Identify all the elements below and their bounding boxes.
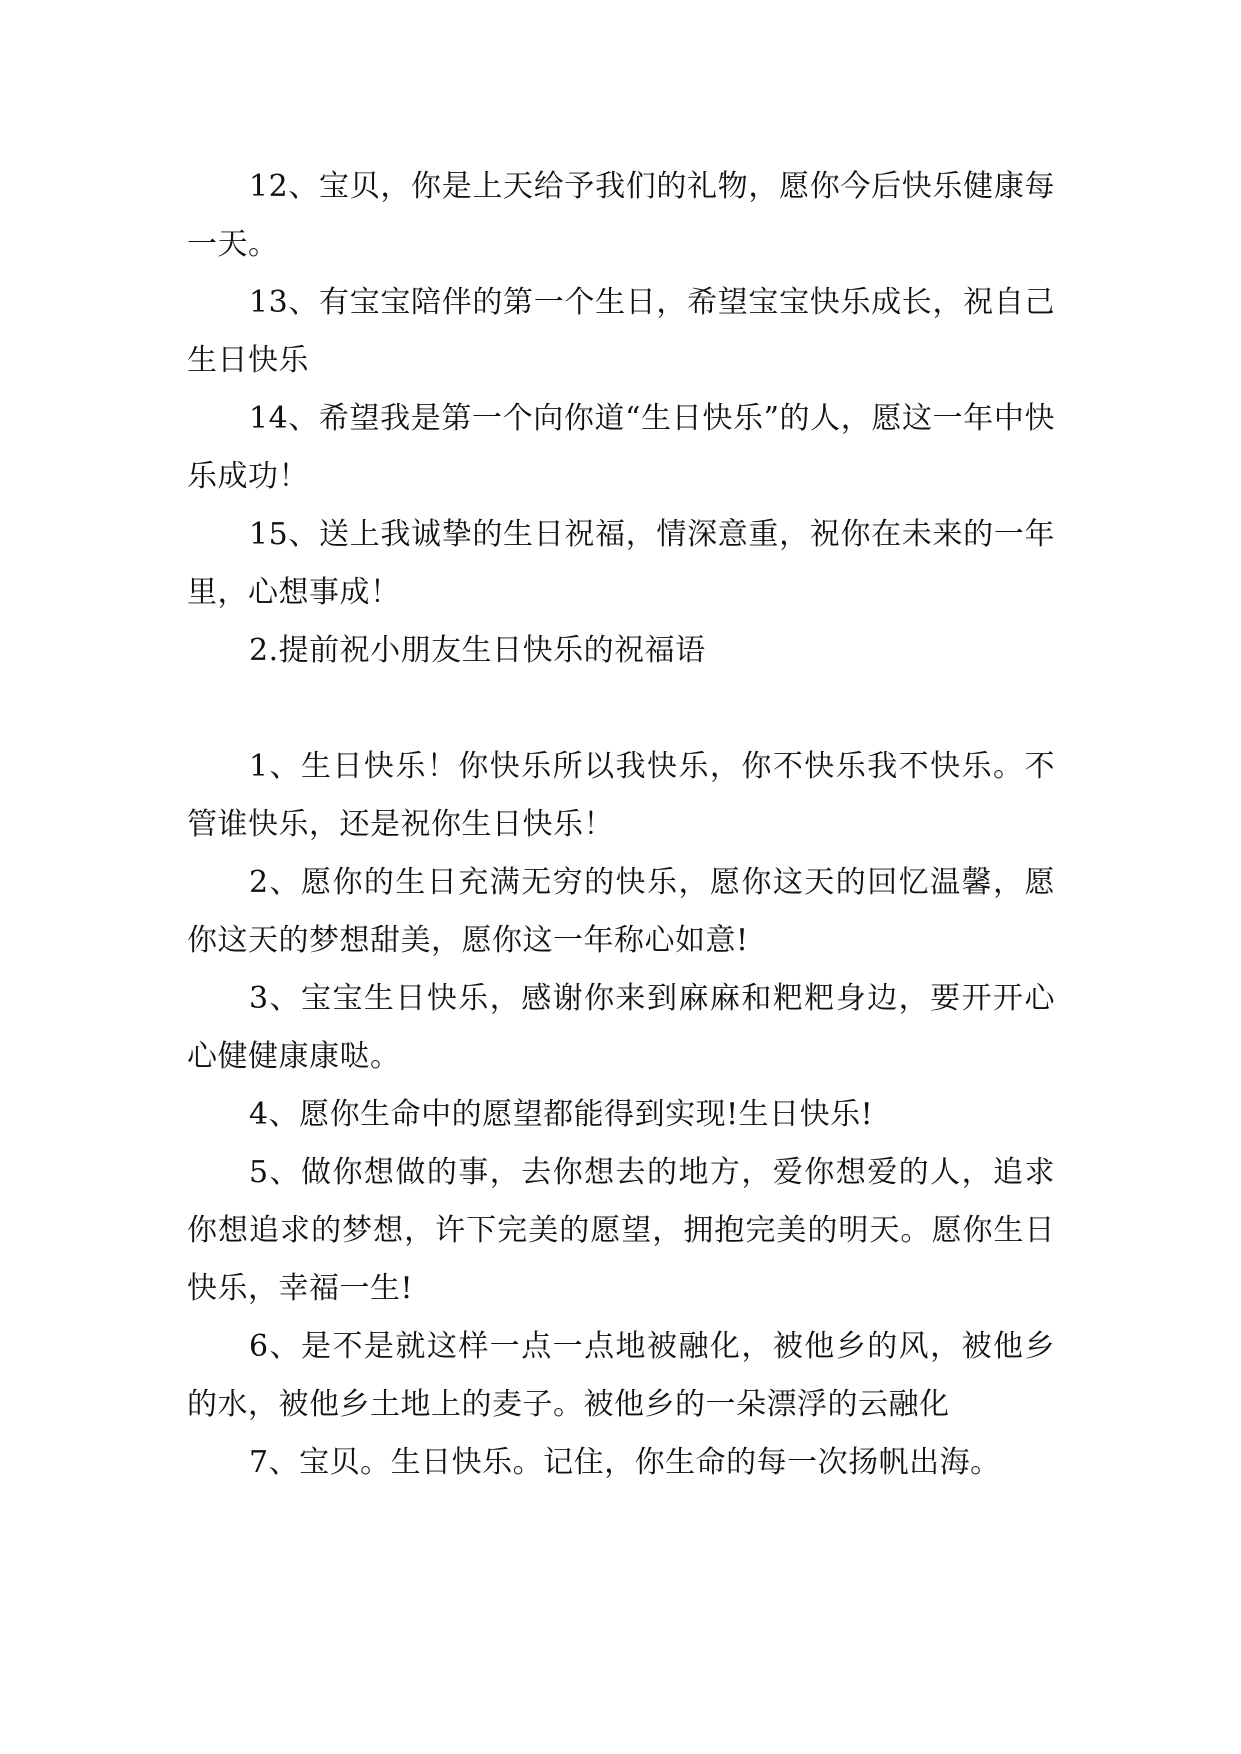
- document-body: [187, 158, 1055, 1492]
- paragraph-1: 1、生日快乐！你快乐所以我快乐，你不快乐我不快乐。不管谁快乐，还是祝你生日快乐！: [187, 749, 1055, 842]
- section-heading: 2.提前祝小朋友生日快乐的祝福语: [249, 633, 706, 668]
- paragraph-2: 2、愿你的生日充满无穷的快乐，愿你这天的回忆温馨，愿你这天的梦想甜美，愿你这一年称心如意!: [187, 865, 1055, 958]
- paragraph-15: 15、送上我诚挚的生日祝福，情深意重，祝你在未来的一年里，心想事成！: [187, 517, 1055, 610]
- paragraph-12: 12、宝贝，你是上天给予我们的礼物，愿你今后快乐健康每一天。: [187, 169, 1055, 262]
- paragraph-13: 13、有宝宝陪伴的第一个生日，希望宝宝快乐成长，祝自己生日快乐: [187, 285, 1055, 378]
- paragraph-3: 3、宝宝生日快乐，感谢你来到麻麻和粑粑身边，要开开心心健健康康哒。: [187, 981, 1055, 1074]
- blank-line: [187, 680, 1055, 738]
- paragraph-4: 4、愿你生命中的愿望都能得到实现!生日快乐!: [249, 1097, 874, 1132]
- paragraph-7: 7、宝贝。生日快乐。记住，你生命的每一次扬帆出海。: [249, 1445, 1001, 1480]
- paragraph-6: 6、是不是就这样一点一点地被融化，被他乡的风，被他乡的水，被他乡土地上的麦子。被他乡的一朵漂浮的云融化: [187, 1329, 1055, 1422]
- paragraph-5: 5、做你想做的事，去你想去的地方，爱你想爱的人，追求你想追求的梦想，许下完美的愿望，拥抱完美的明天。愿你生日快乐，幸福一生!: [187, 1155, 1055, 1306]
- paragraph-14: 14、希望我是第一个向你道“生日快乐”的人，愿这一年中快乐成功！: [187, 401, 1055, 494]
